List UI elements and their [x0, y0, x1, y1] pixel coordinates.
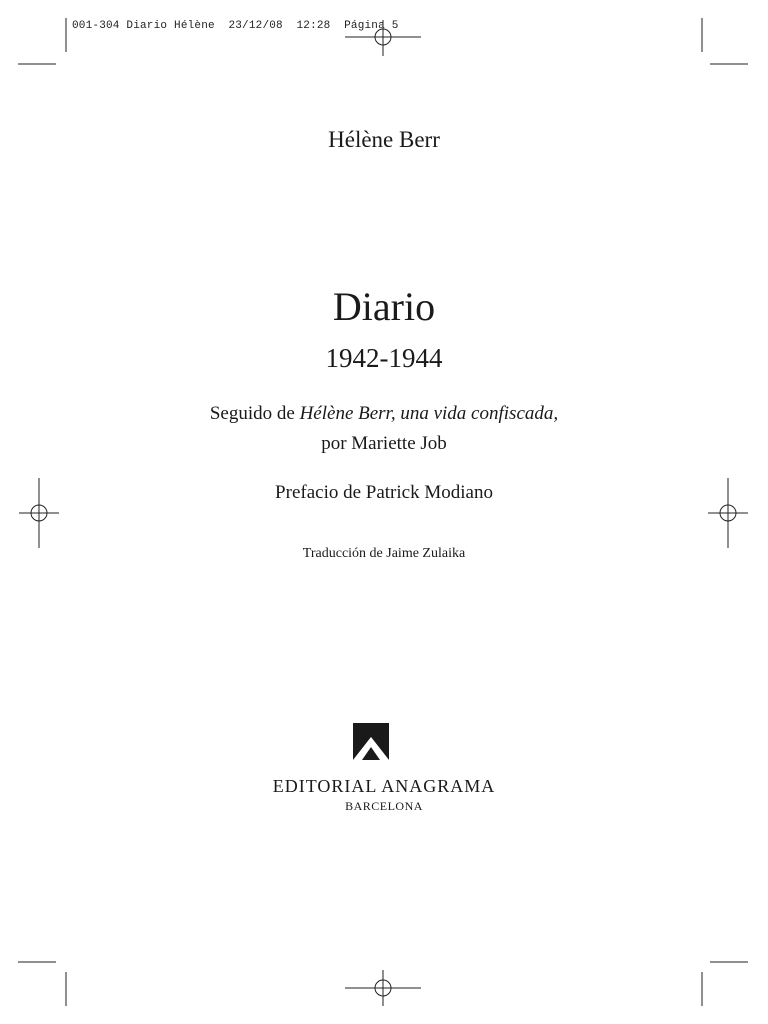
publisher-city: BARCELONA	[345, 799, 423, 813]
preface-credit: Prefacio de Patrick Modiano	[275, 482, 493, 503]
publisher-name: EDITORIAL ANAGRAMA	[272, 776, 496, 796]
registration-mark-bottom	[345, 970, 421, 1006]
anagrama-logo-icon	[353, 723, 389, 760]
slug-file: 001-304 Diario Hélène	[72, 20, 215, 32]
author-name: Hélène Berr	[328, 127, 440, 152]
followed-by-line	[0, 403, 768, 425]
book-title: Diario	[332, 284, 436, 329]
book-years: 1942-1944	[325, 343, 443, 373]
slug-page: Página 5	[344, 20, 399, 32]
followed-prefix: Seguido de	[209, 403, 300, 424]
followed-by-author: por Mariette Job	[321, 433, 447, 454]
print-slug	[72, 20, 399, 32]
slug-date: 23/12/08	[228, 20, 283, 32]
translation-credit: Traducción de Jaime Zulaika	[302, 546, 466, 561]
followed-work-title: Hélène Berr, una vida confiscada,	[299, 403, 559, 424]
slug-time: 12:28	[296, 20, 331, 32]
